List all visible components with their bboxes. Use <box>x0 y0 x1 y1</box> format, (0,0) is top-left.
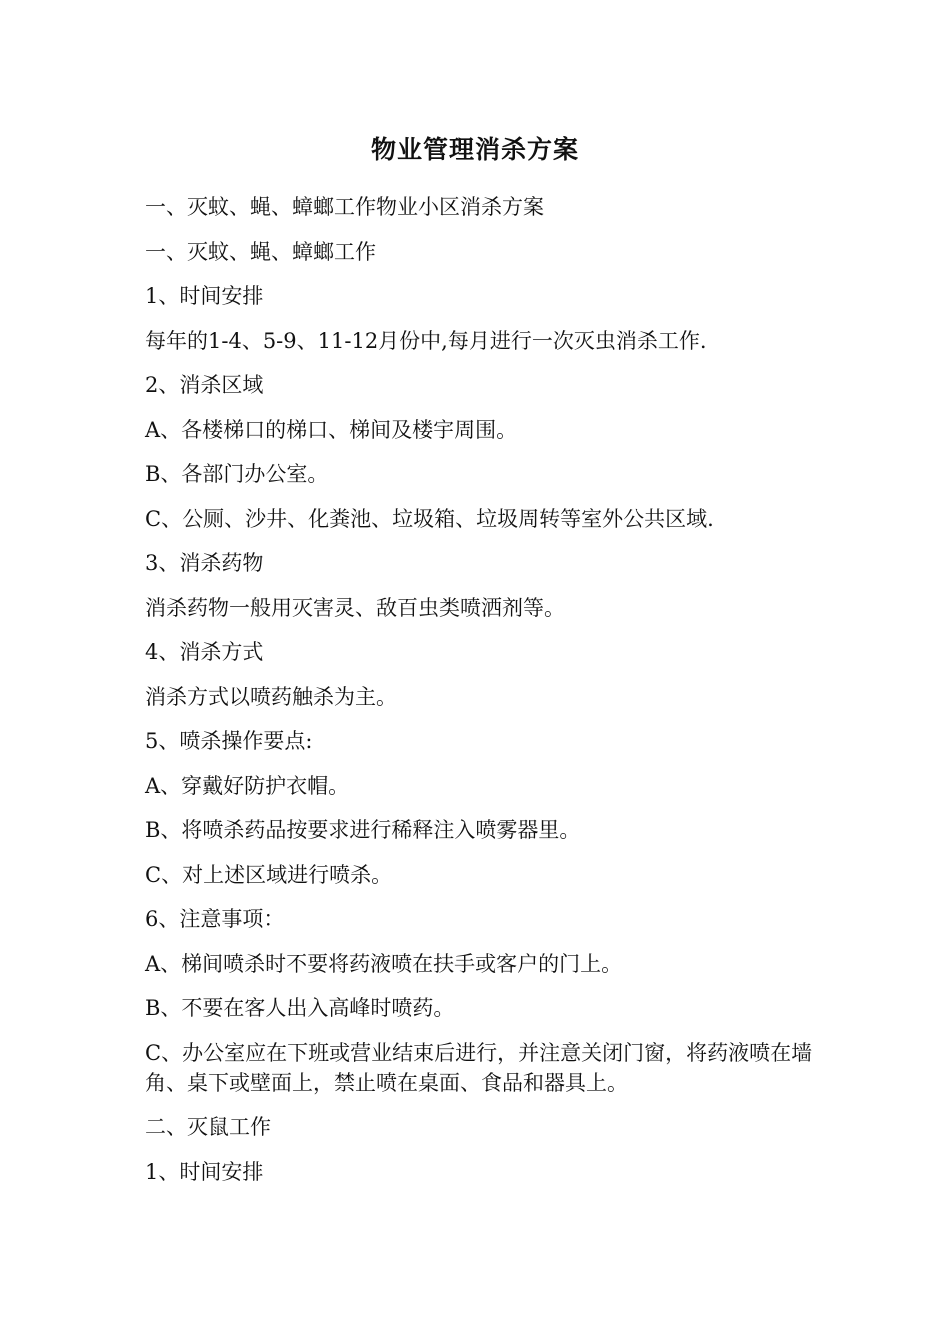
document-body <box>145 192 815 1201</box>
paragraph: 6、注意事项： <box>145 907 285 931</box>
paragraph: 二、灭鼠工作 <box>145 1115 271 1139</box>
paragraph: B、将喷杀药品按要求进行稀释注入喷雾器里。 <box>145 818 581 842</box>
paragraph: 消杀方式以喷药触杀为主。 <box>145 684 397 709</box>
paragraph: B、各部门办公室。 <box>145 462 329 486</box>
paragraph: C、公厕、沙井、化粪池、垃圾箱、垃圾周转等室外公共区域. <box>145 506 714 531</box>
paragraph: 5、喷杀操作要点: <box>145 729 313 753</box>
paragraph: A、各楼梯口的梯口、梯间及楼宇周围。 <box>145 417 518 442</box>
paragraph: 消杀药物一般用灭害灵、敌百虫类喷洒剂等。 <box>145 595 565 620</box>
paragraph: A、穿戴好防护衣帽。 <box>145 773 350 798</box>
paragraph: 一、灭蚊、蝇、蟑螂工作 <box>145 239 376 264</box>
paragraph: A、梯间喷杀时不要将药液喷在扶手或客户的门上。 <box>145 951 623 976</box>
paragraph: 1、时间安排 <box>145 1159 264 1184</box>
paragraph: 3、消杀药物 <box>145 551 264 575</box>
paragraph: 4、消杀方式 <box>145 640 264 664</box>
paragraph: B、不要在客人出入高峰时喷药。 <box>145 996 455 1020</box>
paragraph: 2、消杀区域 <box>145 373 264 397</box>
paragraph: C、办公室应在下班或营业结束后进行，并注意关闭门窗，将药液喷在墙角、桌下或壁面上，禁止喷在桌面、食品和器具上。 <box>145 1040 813 1095</box>
paragraph: 1、时间安排 <box>145 284 264 308</box>
document-title: 物业管理消杀方案 <box>370 135 579 164</box>
paragraph: 每年的1-4、5-9、11-12月份中,每月进行一次灭虫消杀工作. <box>145 328 707 353</box>
paragraph: C、对上述区域进行喷杀。 <box>145 862 393 887</box>
paragraph: 一、灭蚊、蝇、蟑螂工作物业小区消杀方案 <box>145 195 544 219</box>
